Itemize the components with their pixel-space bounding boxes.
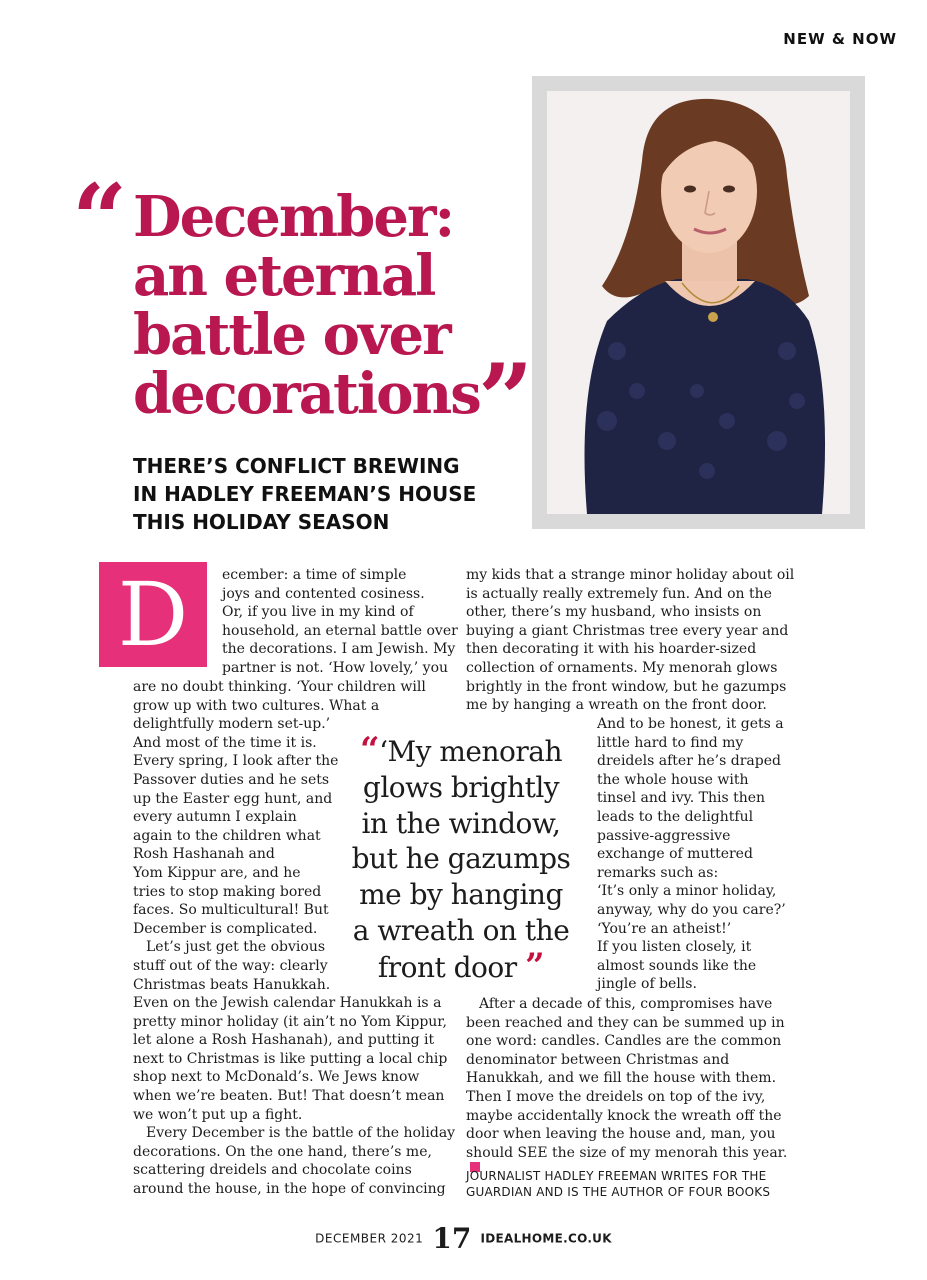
headline-line: an eternal: [133, 243, 435, 309]
pull-quote-line: in the window,: [361, 806, 561, 840]
author-portrait-illustration: [547, 91, 850, 514]
body-line: Hanukkah, and we fill the house with them.: [466, 1070, 777, 1087]
standfirst-line: THIS HOLIDAY SEASON: [133, 510, 390, 534]
body-line: grow up with two cultures. What a: [133, 697, 380, 714]
body-line: the decorations. I am Jewish. My: [222, 641, 456, 658]
body-line: is actually really extremely fun. And on the: [466, 585, 772, 602]
body-line: again to the children what: [133, 827, 321, 844]
body-column-right-bottom: [466, 995, 787, 1172]
body-line: Yom Kippur are, and he: [133, 864, 301, 881]
body-line: pretty minor holiday (it ain’t no Yom Kippur,: [133, 1013, 447, 1030]
author-photo-frame: [532, 76, 865, 529]
body-line: maybe accidentally knock the wreath off the: [466, 1107, 782, 1124]
body-line: dreidels after he’s draped: [597, 753, 781, 770]
body-line: And to be honest, it gets a: [597, 716, 784, 732]
page-footer: [0, 1222, 927, 1255]
body-line: are no doubt thinking. ‘Your children will: [133, 679, 426, 695]
body-line: let alone a Rosh Hashanah), and putting it: [133, 1032, 435, 1049]
body-line: Rosh Hashanah and: [133, 846, 275, 863]
body-line: exchange of muttered: [597, 846, 753, 863]
body-line: Let’s just get the obvious: [146, 939, 326, 956]
headline-open-quote-icon: “: [72, 163, 128, 276]
body-line: anyway, why do you care?’: [597, 901, 786, 918]
headline-line: battle over: [133, 302, 450, 368]
pull-quote-open-icon: “: [360, 730, 380, 770]
drop-cap: D: [99, 562, 207, 667]
pull-quote-text: ‘My menorah: [379, 735, 562, 768]
pull-quote-line: me by hanging: [359, 878, 563, 912]
body-line: ‘It’s only a minor holiday,: [597, 883, 777, 900]
section-label: NEW & NOW: [783, 30, 897, 48]
body-line: denominator between Christmas and: [466, 1051, 730, 1068]
author-byline: [466, 1168, 770, 1200]
body-line: up the Easter egg hunt, and: [133, 790, 333, 807]
body-line: December is complicated.: [133, 920, 318, 937]
body-line: my kids that a strange minor holiday about oil: [466, 567, 795, 583]
body-line: been reached and they can be summed up in: [466, 1014, 785, 1031]
body-line: Passover duties and he sets: [133, 771, 330, 788]
body-line: tinsel and ivy. This then: [597, 790, 766, 807]
body-line: faces. So multicultural! But: [133, 902, 329, 919]
body-line: joys and contented cosiness.: [222, 585, 425, 602]
body-column-right-top: [466, 566, 794, 715]
body-line: Every December is the battle of the holiday: [146, 1125, 456, 1142]
body-line: tries to stop making bored: [133, 883, 322, 900]
body-line: then decorating it with his hoarder-sized: [466, 641, 757, 658]
body-line: should SEE the size of my menorah this year.: [466, 1144, 788, 1161]
page-number: 17: [432, 1222, 472, 1255]
body-line: passive-aggressive: [597, 827, 731, 844]
body-line: Even on the Jewish calendar Hanukkah is a: [133, 995, 442, 1012]
body-line: jingle of bells.: [597, 976, 697, 993]
body-line: collection of ornaments. My menorah glows: [466, 659, 778, 676]
body-line: After a decade of this, compromises have: [479, 996, 773, 1012]
body-line: door when leaving the house and, man, you: [466, 1126, 776, 1143]
standfirst: [133, 452, 513, 536]
body-line: Or, if you live in my kind of: [222, 604, 414, 621]
body-line: around the house, in the hope of convincing: [133, 1181, 446, 1198]
standfirst-line: IN HADLEY FREEMAN’S HOUSE: [133, 482, 477, 506]
body-line: stuff out of the way: clearly: [133, 957, 328, 974]
pull-quote-line: [340, 945, 582, 986]
headline-line: decorations: [133, 361, 480, 427]
body-line: other, there’s my husband, who insists on: [466, 604, 762, 621]
pull-quote-text: front door: [377, 950, 517, 984]
body-line: remarks such as:: [597, 864, 719, 881]
body-line: If you listen closely, it: [597, 939, 752, 956]
body-line: partner is not. ‘How lovely,’ you: [222, 659, 449, 676]
body-line: Every spring, I look after the: [133, 753, 339, 770]
body-line: delightfully modern set-up.’: [133, 716, 331, 733]
pull-quote-line: but he gazumps: [351, 842, 571, 876]
author-photo: [547, 91, 850, 514]
byline-line: GUARDIAN AND IS THE AUTHOR OF FOUR BOOKS: [466, 1185, 771, 1199]
body-line: decorations. On the one hand, there’s me,: [133, 1143, 432, 1160]
headline-close-quote-icon: ”: [478, 343, 534, 456]
body-line: scattering dreidels and chocolate coins: [133, 1162, 412, 1179]
body-line: little hard to find my: [597, 734, 744, 751]
standfirst-line: THERE’S CONFLICT BREWING: [133, 454, 460, 478]
body-line: ‘You’re an atheist!’: [597, 920, 732, 937]
body-line: ecember: a time of simple: [222, 567, 407, 583]
body-line: we won’t put up a fight.: [133, 1106, 303, 1123]
body-line: Then I move the dreidels on top of the ivy,: [466, 1088, 766, 1105]
headline-line: December:: [133, 184, 454, 250]
body-column-right-mid: [597, 715, 786, 994]
body-line: me by hanging a wreath on the front door.: [466, 697, 767, 714]
pull-quote-line: a wreath on the: [352, 913, 570, 947]
body-line: household, an eternal battle over: [222, 622, 458, 639]
body-line: next to Christmas is like putting a local chip: [133, 1050, 448, 1067]
body-line: the whole house with: [597, 771, 749, 788]
footer-date: DECEMBER 2021: [315, 1231, 424, 1246]
body-line: Christmas beats Hanukkah.: [133, 976, 331, 993]
body-line: shop next to McDonald’s. We Jews know: [133, 1069, 420, 1086]
body-line: every autumn I explain: [133, 809, 297, 826]
body-line: when we’re beaten. But! That doesn’t mean: [133, 1088, 445, 1105]
pull-quote-line: [340, 730, 582, 770]
footer-site: IDEALHOME.CO.UK: [480, 1231, 612, 1246]
body-column-left-top: [222, 566, 458, 678]
pull-quote-close-icon: ”: [525, 945, 545, 986]
body-line: almost sounds like the: [597, 957, 757, 974]
body-line: buying a giant Christmas tree every year and: [466, 622, 789, 639]
body-line: brightly in the front window, but he gazumps: [466, 678, 787, 695]
pull-quote: [340, 730, 582, 986]
body-line: And most of the time it is.: [133, 734, 317, 751]
pull-quote-line: glows brightly: [362, 770, 560, 804]
body-line: one word: candles. Candles are the common: [466, 1033, 782, 1050]
body-line: leads to the delightful: [597, 808, 754, 825]
byline-line: JOURNALIST HADLEY FREEMAN WRITES FOR THE: [466, 1169, 767, 1183]
